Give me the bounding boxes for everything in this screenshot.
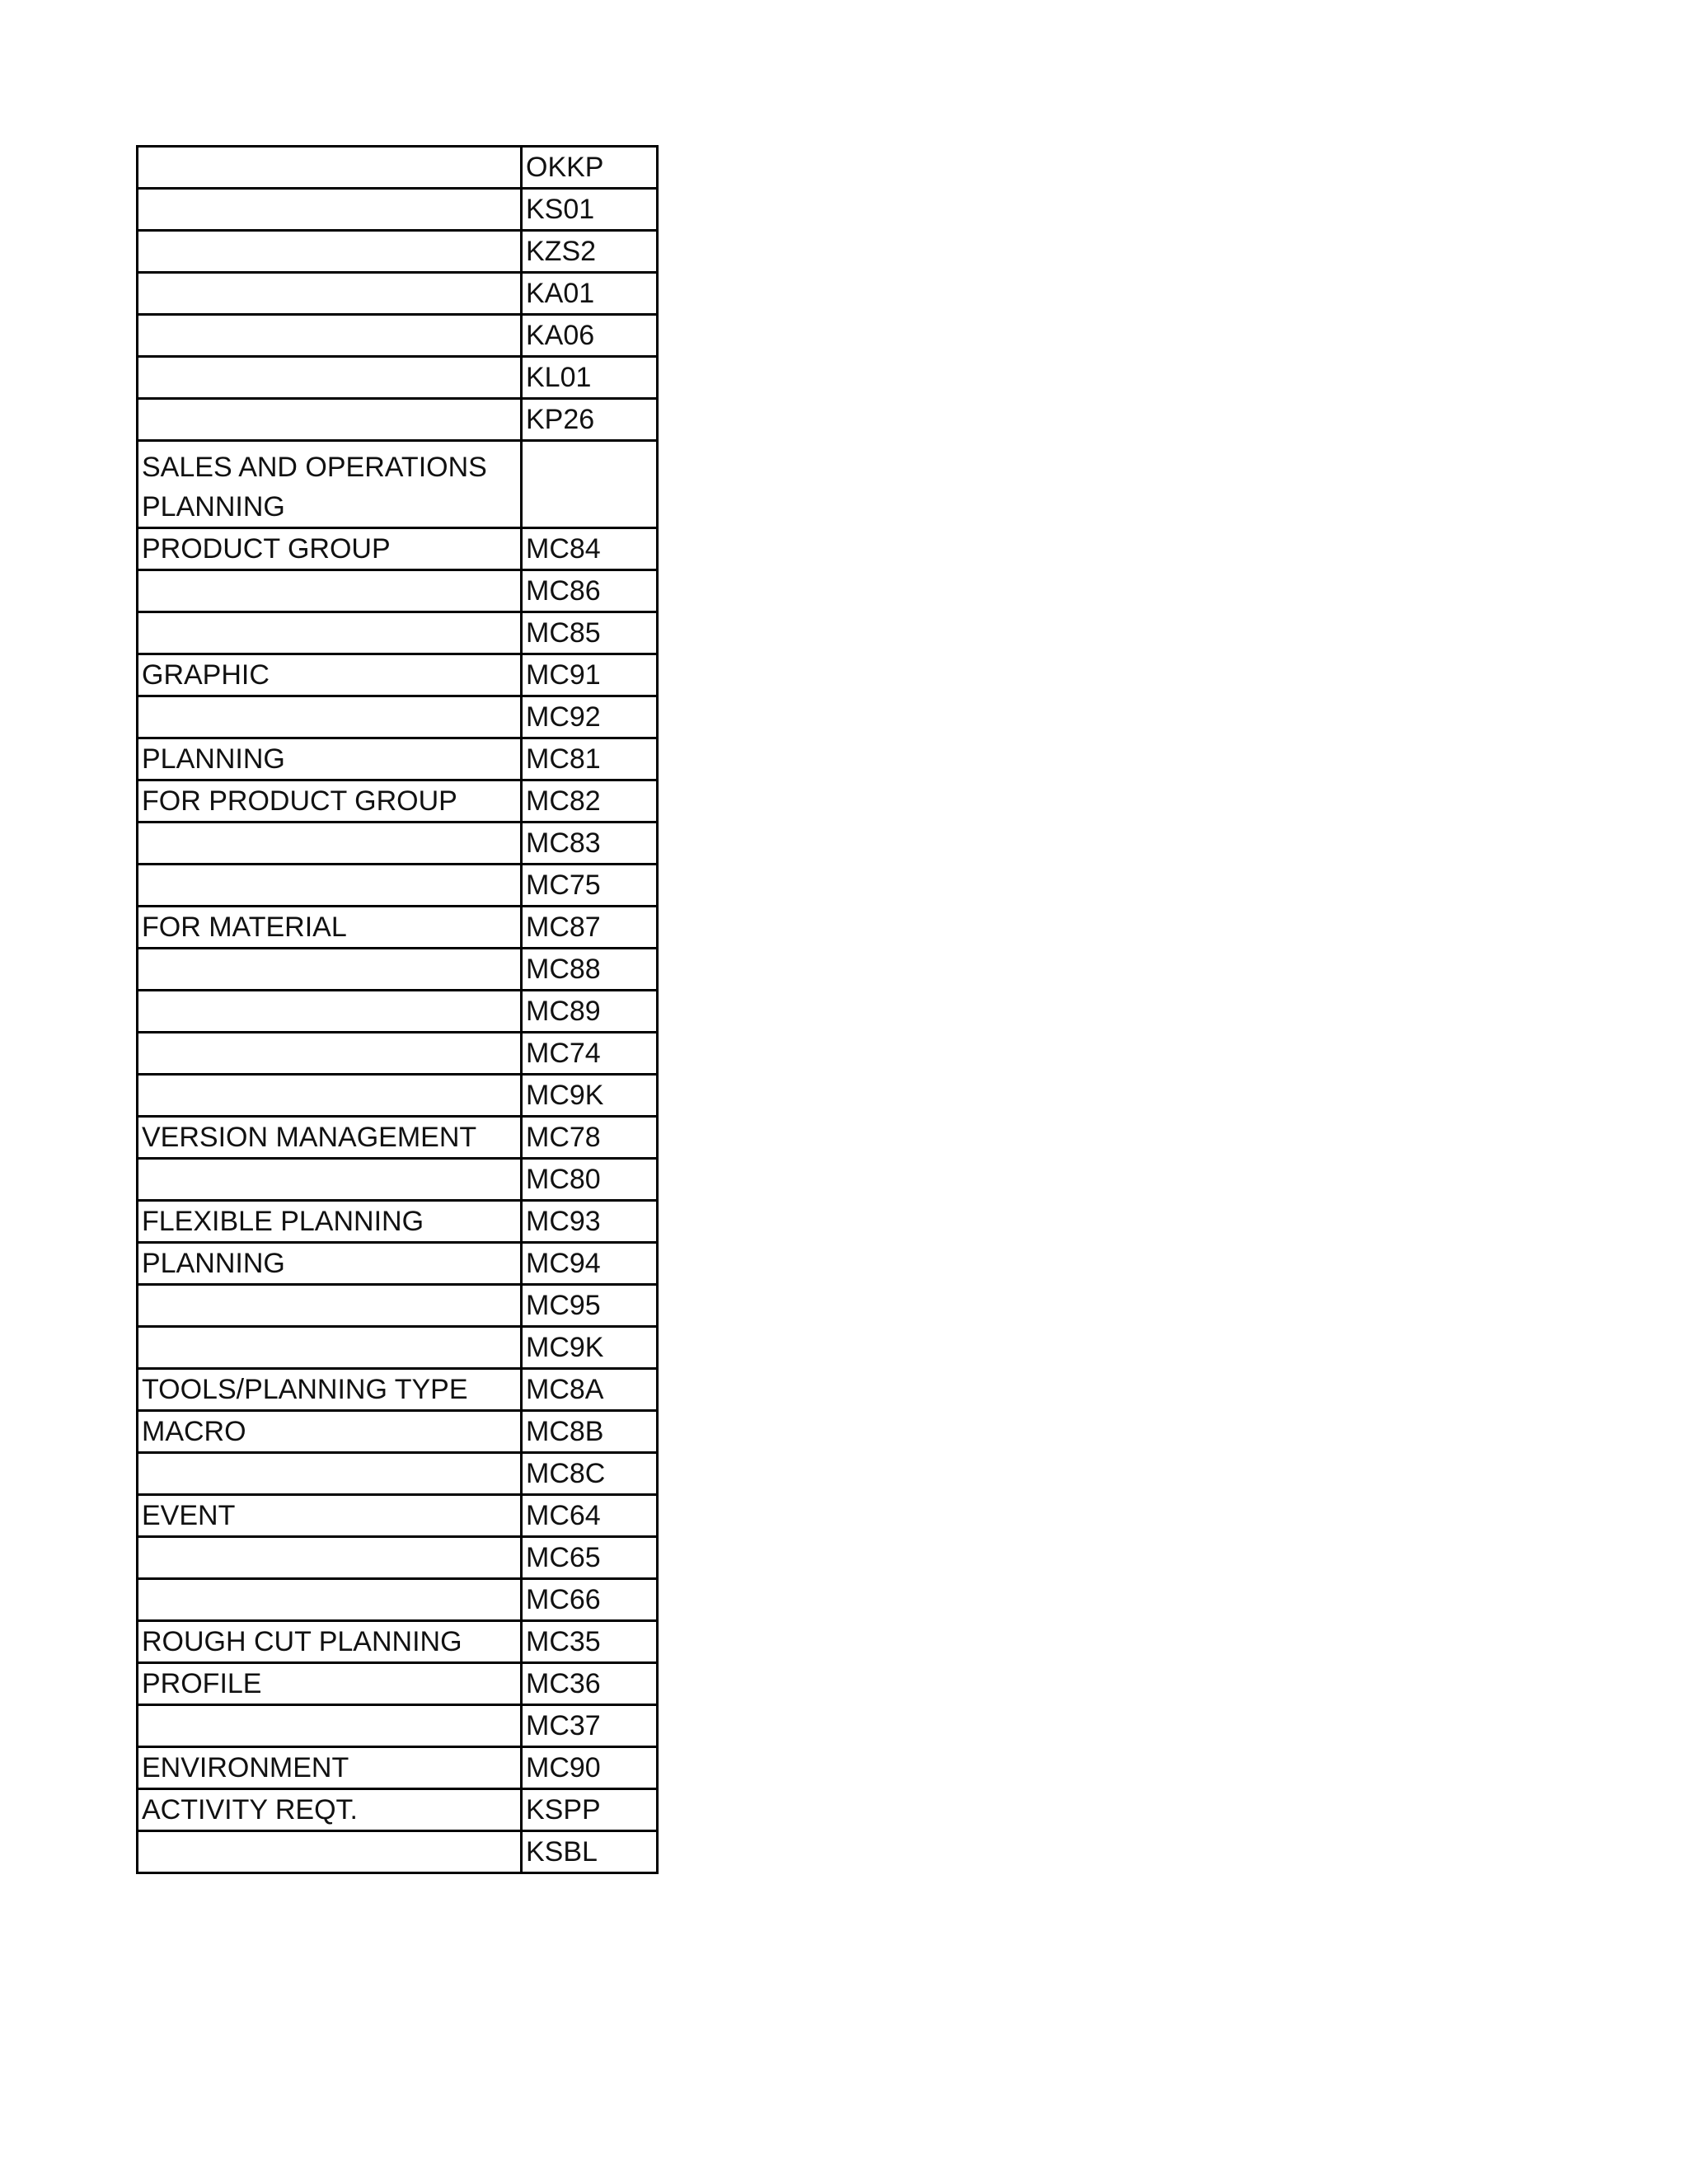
code-cell: KA06 [522,315,658,357]
code-cell: KP26 [522,399,658,441]
code-cell: KL01 [522,357,658,399]
table-row [138,780,658,823]
label-cell [138,865,522,907]
code-cell: MC80 [522,1159,658,1201]
table-row [138,1789,658,1831]
label-cell: FLEXIBLE PLANNING [138,1201,522,1243]
table-row [138,1285,658,1327]
label-cell [138,1831,522,1873]
table-row [138,528,658,570]
code-cell: MC91 [522,654,658,696]
code-cell: MC8A [522,1369,658,1411]
label-cell: FOR MATERIAL [138,907,522,949]
code-cell: MC64 [522,1495,658,1537]
code-cell: MC94 [522,1243,658,1285]
label-cell [138,823,522,865]
code-cell: MC90 [522,1747,658,1789]
label-cell: ACTIVITY REQT. [138,1789,522,1831]
code-cell: MC82 [522,780,658,823]
table-row [138,1579,658,1621]
label-cell [138,357,522,399]
table-row [138,696,658,738]
label-cell: FOR PRODUCT GROUP [138,780,522,823]
table-row [138,231,658,273]
code-cell: KS01 [522,189,658,231]
code-cell: KZS2 [522,231,658,273]
table-row [138,1075,658,1117]
code-cell: MC74 [522,1033,658,1075]
table-row [138,1327,658,1369]
table-row [138,823,658,865]
code-cell: MC75 [522,865,658,907]
label-cell: MACRO [138,1411,522,1453]
transaction-code-table [136,145,659,1874]
table-row [138,907,658,949]
table-row [138,1621,658,1663]
code-cell: KSPP [522,1789,658,1831]
label-cell: PLANNING [138,1243,522,1285]
label-cell [138,273,522,315]
table-row [138,991,658,1033]
code-cell: OKKP [522,147,658,189]
label-cell [138,991,522,1033]
table-row [138,949,658,991]
label-cell [138,612,522,654]
code-cell: MC81 [522,738,658,780]
table-row [138,1537,658,1579]
code-cell: KA01 [522,273,658,315]
code-cell: MC83 [522,823,658,865]
code-cell: MC89 [522,991,658,1033]
label-cell [138,1705,522,1747]
code-cell: MC78 [522,1117,658,1159]
label-cell: GRAPHIC [138,654,522,696]
label-cell [138,1033,522,1075]
code-cell: MC66 [522,1579,658,1621]
table-row [138,357,658,399]
table-row [138,189,658,231]
label-cell [138,147,522,189]
label-cell: ENVIRONMENT [138,1747,522,1789]
label-cell [138,231,522,273]
code-cell: MC8C [522,1453,658,1495]
label-cell [138,696,522,738]
label-cell: SALES AND OPERATIONS PLANNING [138,441,522,528]
table-row [138,147,658,189]
code-cell: MC93 [522,1201,658,1243]
code-cell: MC95 [522,1285,658,1327]
code-cell: MC65 [522,1537,658,1579]
label-cell: PLANNING [138,738,522,780]
table-row [138,865,658,907]
table-row [138,1243,658,1285]
table-row [138,1033,658,1075]
table-row [138,612,658,654]
label-cell [138,1075,522,1117]
code-cell: MC84 [522,528,658,570]
code-cell: MC86 [522,570,658,612]
code-cell: MC87 [522,907,658,949]
table-row [138,1453,658,1495]
table-row [138,1117,658,1159]
code-cell: MC35 [522,1621,658,1663]
label-cell: PRODUCT GROUP [138,528,522,570]
label-cell [138,399,522,441]
code-cell: KSBL [522,1831,658,1873]
code-cell: MC92 [522,696,658,738]
table-row [138,1369,658,1411]
code-cell [522,441,658,528]
label-cell: VERSION MANAGEMENT [138,1117,522,1159]
table-row [138,399,658,441]
label-cell [138,1453,522,1495]
label-cell [138,1159,522,1201]
code-cell: MC85 [522,612,658,654]
label-cell [138,570,522,612]
table-body [138,147,658,1873]
label-cell [138,1579,522,1621]
code-cell: MC88 [522,949,658,991]
table-row [138,1495,658,1537]
table-row [138,570,658,612]
label-cell [138,949,522,991]
code-cell: MC36 [522,1663,658,1705]
label-cell [138,1327,522,1369]
table-row [138,1747,658,1789]
table-row [138,654,658,696]
code-cell: MC9K [522,1075,658,1117]
table-row [138,1705,658,1747]
table-row [138,1663,658,1705]
table-row [138,1201,658,1243]
label-cell [138,189,522,231]
label-cell [138,1537,522,1579]
code-cell: MC9K [522,1327,658,1369]
label-cell: ROUGH CUT PLANNING [138,1621,522,1663]
table-row [138,1831,658,1873]
label-cell: TOOLS/PLANNING TYPE [138,1369,522,1411]
table-row [138,1159,658,1201]
table-row [138,738,658,780]
label-cell: PROFILE [138,1663,522,1705]
label-cell: EVENT [138,1495,522,1537]
table-row [138,315,658,357]
table-row [138,273,658,315]
code-cell: MC8B [522,1411,658,1453]
code-cell: MC37 [522,1705,658,1747]
table-row [138,441,658,528]
label-cell [138,1285,522,1327]
table-row [138,1411,658,1453]
label-cell [138,315,522,357]
